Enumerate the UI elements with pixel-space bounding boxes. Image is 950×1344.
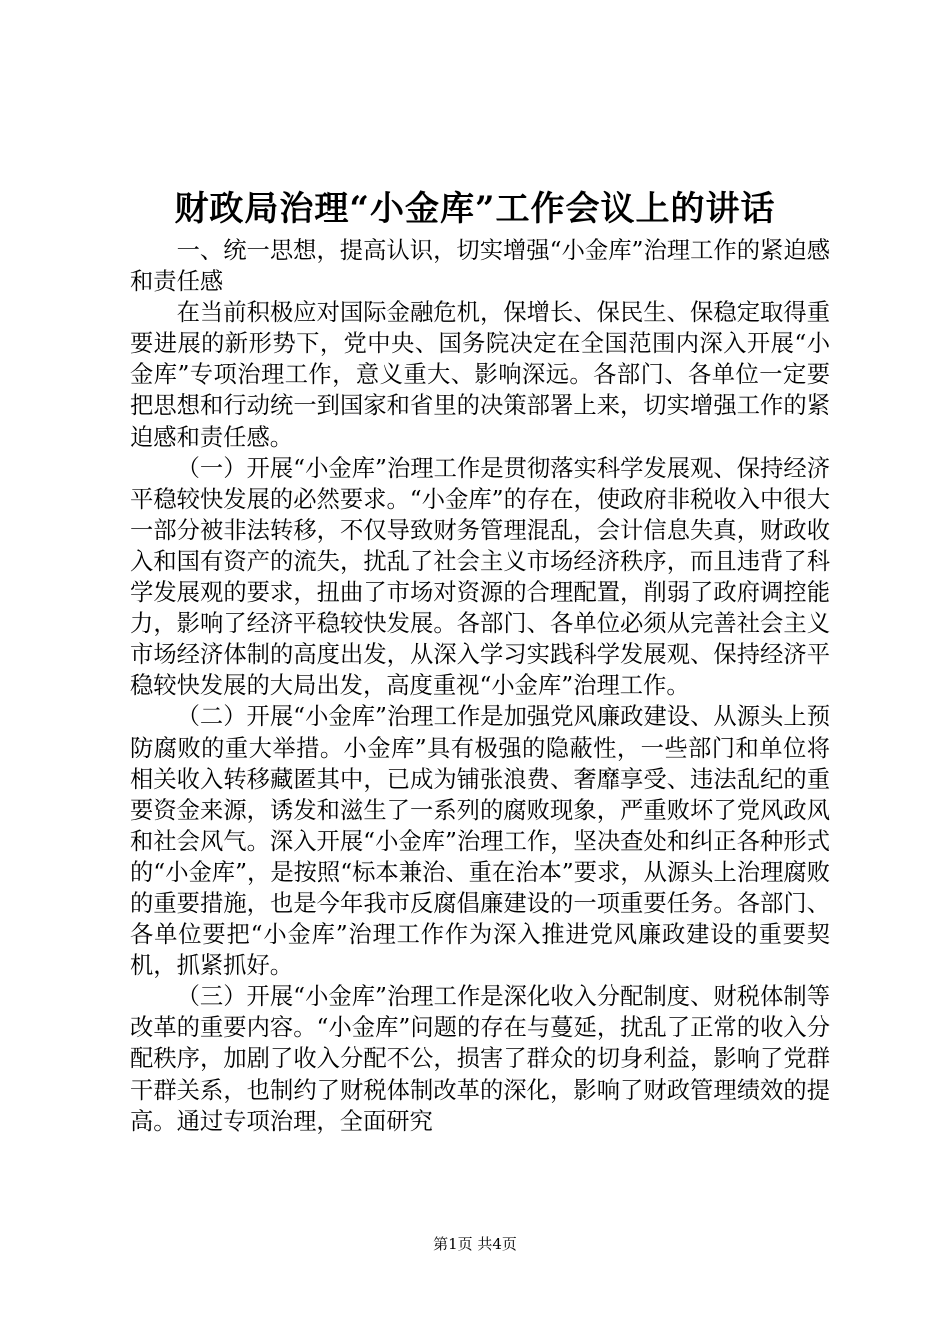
section-heading: 一、统一思想，提高认识，切实增强“小金库”治理工作的紧迫感和责任感 (130, 237, 830, 296)
document-body (130, 235, 830, 1137)
body-paragraph: （一）开展“小金库”治理工作是贯彻落实科学发展观、保持经济平稳较快发展的必然要求。“小金库”的存在，使政府非税收入中很大一部分被非法转移，不仅导致财务管理混乱，会计信息失真，财政收入和国有资产的流失，扰乱了社会主义市场经济秩序，而且违背了科学发展观的要求，扭曲了市场对资源的合理配置，削弱了政府调控能力，影响了经济平稳较快发展。各部门、各单位必须从完善社会主义市场经济体制的高度出发，从深入学习实践科学发展观、保持经济平稳较快发展的大局出发，高度重视“小金库”治理工作。 (130, 454, 830, 700)
document-title: 财政局治理“小金库”工作会议上的讲话 (174, 189, 776, 229)
body-paragraph: （二）开展“小金库”治理工作是加强党风廉政建设、从源头上预防腐败的重大举措。小金库”具有极强的隐蔽性，一些部门和单位将相关收入转移藏匿其中，已成为铺张浪费、奢靡享受、违法乱纪的重要资金来源，诱发和滋生了一系列的腐败现象，严重败坏了党风政风和社会风气。深入开展“小金库”治理工作，坚决查处和纠正各种形式的“小金库”，是按照“标本兼治、重在治本”要求，从源头上治理腐败的重要措施，也是今年我市反腐倡廉建设的一项重要任务。各部门、各单位要把“小金库”治理工作作为深入推进党风廉政建设的重要契机，抓紧抓好。 (130, 703, 830, 980)
page-number: 第1页 共4页 (433, 1235, 517, 1253)
body-paragraph: 在当前积极应对国际金融危机，保增长、保民生、保稳定取得重要进展的新形势下，党中央、国务院决定在全国范围内深入开展“小金库”专项治理工作，意义重大、影响深远。各部门、各单位一定要把思想和行动统一到国家和省里的决策部署上来，切实增强工作的紧迫感和责任感。 (130, 299, 830, 451)
body-paragraph: （三）开展“小金库”治理工作是深化收入分配制度、财税体制等改革的重要内容。“小金库”问题的存在与蔓延，扰乱了正常的收入分配秩序，加剧了收入分配不公，损害了群众的切身利益，影响了党群干群关系，也制约了财税体制改革的深化，影响了财政管理绩效的提高。通过专项治理，全面研究 (130, 983, 830, 1135)
